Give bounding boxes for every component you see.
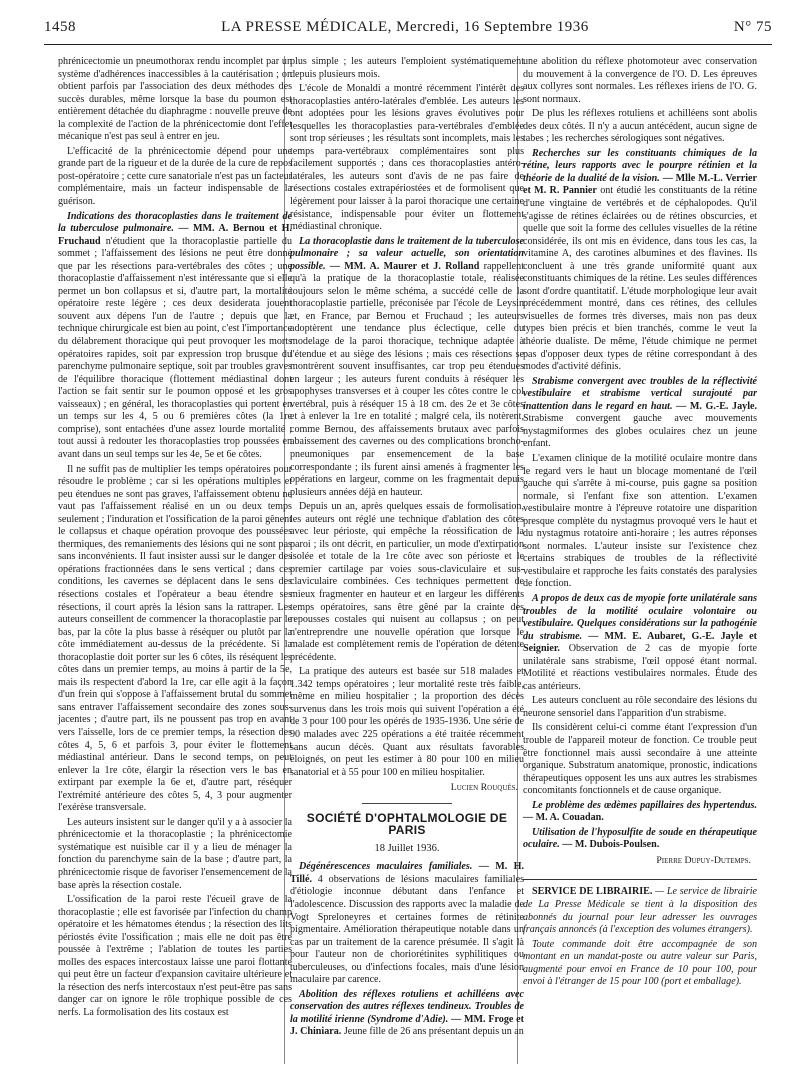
column-2 (290, 56, 524, 1041)
article-heading (523, 148, 757, 374)
library-notice (523, 879, 757, 988)
article-title: Abolition des réflexes rotuliens et achilléens avec conservation des autres réflexes tendineux. Troubles de la motilité irienne (Syndrome d'Adie). (290, 988, 524, 1025)
library-paragraph (523, 886, 757, 936)
library-heading: SERVICE DE LIBRAIRIE. (532, 886, 653, 898)
paragraph: L'efficacité de la phrénicectomie dépend pour une grande part de la rigueur et de la durée de la cure de repos post-opératoire ; cette cure sanatoriale n'est pas un facteur complémentaire, mais un facteur indispensable de la guérison. (58, 145, 292, 208)
article-authors: — MM. A. Bernou et H. Fruchaud (58, 223, 293, 247)
society-date: 18 Juillet 1936. (374, 842, 440, 854)
society-title: SOCIÉTÉ D'OPHTALMOLOGIE DE PARIS (306, 810, 508, 838)
article-authors: — M. A. Couadan. (523, 812, 604, 824)
article-body: rappellent qu'à la pratique de la thoracoplastie totale, réalisée toujours selon le même schéma, a succédé celle de la thoracoplastie partielle, préconisée par l'école de Leysin et, en France, par Bernou et Fruchaud ; les auteurs adoptèrent une tendance plus éclectique, celle du modelage de la paroi thoracique, technique adaptée à l'étendue et au siège des lésions ; mais ces résections se montrèrent souvent insuffisantes, car trop peu étendues en largeur ; les auteurs furent conduits à réséquer les apophyses transverses et à couper les côtes contre le col vertébral, puis à réséquer 15 à 18 cm. des 2e et 3e côtes et à enlever la 1re en totalité ; malgré cela, ils notèrent, comme Bernou, des affaissements brutaux avec parfois abaissement des cavernes ou des complications broncho-pneumoniques par ensemencement de la base correspondante ; ils furent ainsi amenés à fragmenter les opérations en largeur, comme on les fragmentait depuis plusieurs années déjà en hauteur. (290, 260, 524, 498)
library-paragraph: Toute commande doit être accompagnée de son montant en un mandat-poste ou autre valeur sur Paris, augmenté pour envoi en France de 10 pour 100, pour envoi à l'étranger de 15 pour 100 (port et emballage). (523, 938, 757, 988)
article-body: Observation de 2 cas de myopie forte unilatérale sans strabisme, l'œil opposé étant normal. Motilité et réactions vestibulaires normales. Étude des cas antérieurs. (523, 643, 757, 692)
paragraph: Depuis un an, après quelques essais de formolisation, les auteurs ont réglé une technique d'ablation des côtes avec leur périoste, qui empêche la réossification de la paroi ; ils ont décrit, en particulier, un mode d'extirpation isolée et totale de la 1re côte avec son périoste et le premier cartilage par voies sous-claviculaire et sus-claviculaire combinées. Ces techniques permettent de mieux fragmenter en hauteur et en largeur les différents temps opératoires, sans être gêné par la crainte des repousses costales qui nuisent au collapsus ; on peut n'entreprendre une nouvelle opération que lorsque le malade est complètement remis de l'opération de détente précédente. (290, 501, 524, 663)
paragraph: une abolition du réflexe photomoteur avec conservation du mouvement à la convergence de l'O. D. Les épreuves aux collyres sont normales. Les réflexes iriens de l'O. G. sont normaux. (523, 56, 757, 105)
article-authors: — MM. E. Aubaret, G.-E. Jayle et Seignier. (523, 630, 757, 655)
column-3 (523, 56, 757, 991)
article-authors: — M. Dubois-Poulsen. (562, 839, 660, 851)
article-authors: — MM. Froge et J. Chiniara. (290, 1013, 524, 1038)
article-body: n'étudient que la thoracoplastie partielle du sommet ; l'affaissement des lésions ne peut être donné que par les résections para-vertébrales des côtes ; une thoracoplastie d'affaissement n'est intéressante que si elle permet un bon collapsus et si, d'autre part, la mortalité opératoire reste légère ; ces deux desiderata jouent souvent aux dépens l'un de l'autre ; depuis que la technique chirurgicale est bien au point, c'est l'importance du délabrement thoracique qui peut provoquer les morts opératoires rapides, soit par expression trop brusque du parenchyme pulmonaire septique, soit par troubles graves de l'équilibre thoracique (flottement médiastinal dont l'action se fait sentir sur le poumon opposé et les gros vaisseaux) ; en général, les thoracoplasties qui portent en un temps sur les 4, 5 ou 6 premières côtes (la 1re comprise), sont entachées d'une assez lourde mortalité ; tout aussi à redouter les thoracoplasties trop poussées en avant dans un seul temps sur les 4e, 5e et 6e côtes. (58, 235, 292, 460)
page-number: 1458 (44, 18, 76, 35)
paragraph: La pratique des auteurs est basée sur 518 malades et 1.342 temps opératoires ; leur mortalité reste très faible, même en milieu hospitalier ; la proportion des décès survenus dans les trois mois qui suivent l'opération a été de 3 pour 100 pour les opérés de 1935-1936. Une série de 90 malades avec 225 opérations a été traitée récemment sans aucun décès. Quant aux résultats favorables éloignés, on peut les estimer à 80 pour 100 en milieu sanatorial et à 55 pour 100 en milieu hospitalier. (290, 666, 524, 778)
section-separator (362, 803, 452, 804)
article-heading (523, 827, 757, 852)
paragraph: L'examen clinique de la motilité oculaire montre dans le regard vers le haut un blocage momentané de l'œil gauche qui s'arrête à mi-course, puis gagne sa position normale, si l'enfant fixe son attention. L'examen vestibulaire montre à l'épreuve rotatoire une disparition presque complète du nystagmus provoqué vers le haut et du nystagmus rotatoire anti-horaire ; les autres réponses sont normales. L'auteur insiste sur l'existence chez certains strabiques de troubles de la réflectivité vestibulaire et rapproche les faits constatés des paralysies de fonction. (523, 452, 757, 590)
issue-number: N° 75 (733, 18, 772, 35)
paragraph: plus simple ; les auteurs l'emploient systématiquement depuis plusieurs mois. (290, 56, 524, 80)
paragraph: Il ne suffit pas de multiplier les temps opératoires pour résoudre le problème ; car si les opérations multiples et peu étendues ne sont pas graves, l'affaissement obtenu ne vaut pas l'affaissement réalisé en un ou deux temps seulement ; l'induration et l'ossification de la paroi gênent le collapsus et chaque opération provoque des poussées thermiques, des remaniements des lésions qui ne sont pas sans inconvénients. Il faut insister aussi sur le danger des opérations fractionnées dans le sens vertical ; dans ces conditions, les cavernes se déplacent dans le sens des résections costales et l'opérateur a beau étendre ses résections, il court après la lésion sans la rattraper. Les auteurs conseillent de commencer la thoracoplastie par le bas, par la côte la plus basse à réséquer ou plutôt par la côte immédiatement au-dessus de la précédente. Si la thoracoplastie doit porter sur les 6 côtes, ils réséquent les côtes dans un premier temps, au moins à partir de la 5e, mais ils respectent d'abord la 1re, car elle agit à la façon d'un frein qui s'oppose à l'affaissement brutal du sommet sans entraver l'affaissement secondaire des zones sous-jacentes ; d'autre part, ils ne poussent pas trop en avant vers l'aisselle, lors de ce premier temps, la résection des côtes 4, 5, 6 et parfois 3, pour éviter le flottement médiastinal antérieur. Dans le second temps, on peut enlever la 1re côte, élargir la résection vers le bas en extirpant par exemple la 6e et, d'autre part, réséquer l'extrémité antérieure des côtes 5, 4, 3 pour augmenter l'exérèse transversale. (58, 463, 292, 814)
article-heading (290, 861, 524, 986)
author-signature: Pierre Dupuy-Dutemps. (656, 854, 751, 866)
article-title: La thoracoplastie dans le traitement de la tuberculose pulmonaire ; sa valeur actuelle, son orientation possible. (290, 235, 524, 272)
paragraph: Les auteurs insistent sur le danger qu'il y a à associer la phrénicectomie et la thoracoplastie ; la phrénicectomie systématique est nuisible car il y a lieu de ménager la fonction du parenchyme sain de la base ; d'autre part, la phrénicectomie risque de favoriser l'ensemencement de la base après la résection costale. (58, 816, 292, 891)
paragraph: De plus les réflexes rotuliens et achilléens sont abolis des deux côtés. Il n'y a aucun antécédent, aucun signe de tabes ; les recherches sérologiques sont négatives. (523, 108, 757, 145)
article-title: Le problème des œdèmes papillaires des hypertendus. (532, 799, 757, 811)
library-text: — Le service de librairie de La Presse Médicale se tient à la disposition des abonnés du journal pour leur adresser les ouvrages français annoncés (à l'exception des volumes étrangers). (523, 886, 757, 936)
article-title: Utilisation de l'hyposulfite de soude en thérapeutique oculaire. (523, 826, 757, 851)
author-signature: Lucien Rouquès. (450, 782, 518, 794)
article-body: 4 observations de lésions maculaires familiales d'étiologie inconnue débutant dans l'enfance et l'adolescence. Discussion des rapports avec la maladie de Vogt Spreloneyres et certaines formes de rétinite pigmentaire. Amélioration thérapeutique notable dans un cas par un traitement de la carence présumée. Il s'agit là pour l'auteur non de choriorétinites syphilitiques ou tuberculeuses, ou d'infections focales, mais d'une lésion maculaire par carence. (290, 873, 524, 986)
article-authors: — MM. A. Maurer et J. Rolland (329, 260, 480, 272)
article-authors: — M. G.-E. Jayle. (676, 400, 757, 412)
article-body: Jeune fille de 26 ans présentant depuis un an (343, 1026, 524, 1038)
article-title: Indications des thoracoplasties dans le traitement de la tuberculose pulmonaire. (58, 210, 292, 235)
article-title: Recherches sur les constituants chimiques de la rétine, leurs rapports avec le pourpre rétinien et la théorie de la dualité de la vision. (523, 147, 757, 184)
article-authors: — Mlle M.-L. Verrier et M. R. Pannier (523, 172, 757, 197)
article-heading (523, 593, 757, 693)
paragraph: L'ossification de la paroi reste l'écueil grave de la thoracoplastie ; elle est favorisée par l'infection du champ opératoire et les hématomes étendus ; la résection des lits périostés évite l'ossification ; mais elle ne doit pas être poussée à l'extrême ; l'ablation de toutes les parties molles des espaces intercostaux laisse une paroi flottante qui peut être un facteur d'expansion cavitaire ultérieure et la résection des nerfs intercostaux n'est peut-être pas sans danger car on ignore le rôle trophique possible de ces nerfs. La formolisation des lits costaux est (58, 894, 292, 1019)
article-title: A propos de deux cas de myopie forte unilatérale sans troubles de la motilité oculaire volontaire ou vestibulaire. Quelques considérations sur la pathogénie du strabisme. (523, 592, 757, 642)
paragraph: Ils considèrent celui-ci comme étant l'expression d'un trouble de l'appareil moteur de fonction. Ce trouble peut être fonctionnel mais aussi secondaire à une atteinte organique. Substratum anatomique, pronostic, indications thérapeutiques opposent les uns aux autres les strabismes concomitants fonctionnels et de cause organique. (523, 722, 757, 797)
article-heading (290, 989, 524, 1039)
article-heading (58, 211, 292, 462)
article-title: Dégénérescences maculaires familiales. (299, 861, 473, 873)
article-body: ont étudié les constituants de la rétine d'une vingtaine de vertébrés et de céphalopodes. Qu'il s'agisse de rétines éclairées ou de rétines obscurcies, et quelle que soit la forme des cellules visuelles de la rétine considérée, ils ont mis en évidence, dans tous les cas, la vitamine A, des carotines albumines et des flavines. Ils concluent à une très grande uniformité quant aux constituants chimiques de la rétine. Les seules différences sont d'ordre quantitatif. L'étude morphologique leur avait précédemment montré, dans ces rétines, des cellules visuelles de formes très diverses, mais non pas deux types bien précis et bien tranchés, comme le veut la théorie dualiste. De même, l'étude chimique ne permet pas d'opposer deux types de rétine correspondant à des modes d'activité définis. (523, 185, 757, 373)
column-1 (58, 56, 292, 1022)
article-body: Strabisme convergent gauche avec mouvements nystagmiformes des globes oculaires chez un jeune enfant. (523, 413, 757, 450)
paragraph: L'école de Monaldi a montré récemment l'intérêt des thoracoplasties antéro-latérales d'emblée. Les auteurs les ont adoptées pour les lésions graves évolutives pour lesquelles les thoracoplasties para-vertébrales d'emblée sont trop sérieuses ; les résultats sont incomplets, mais les temps para-vertébraux complémentaires sont plus facilement supportés ; dans ces thoracoplasties antéro-latérales, les auteurs sont d'avis de ne pas faire de résections costales extrapériostées et de formolisent que légèrement pour laisser à la paroi thoracique une certaine résistance, indispensable pour éviter un flottement médiastinal chronique. (290, 83, 524, 233)
header-rule (44, 44, 772, 45)
paragraph: Les auteurs concluent au rôle secondaire des lésions du neurone sensoriel dans l'apparition d'un strabisme. (523, 695, 757, 719)
article-heading (523, 376, 757, 451)
page-header (44, 14, 772, 40)
article-title: Strabisme convergent avec troubles de la réflectivité vestibulaire et strabisme vertical surajouté par inattention dans le regard en haut. (523, 375, 757, 412)
journal-title: LA PRESSE MÉDICALE, Mercredi, 16 Septembre 1936 (221, 18, 589, 35)
article-authors: — M. H. Tillé. (290, 861, 524, 885)
article-heading (290, 236, 524, 499)
paragraph: phrénicectomie un pneumothorax rendu incomplet par un système d'adhérences inaccessibles à la cautérisation ; on obtient parfois par l'association des deux méthodes des succès durables, même lorsque la base du poumon est entièrement détachée du diaphragme : nouvelle preuve de la complexité de l'action de la phrénicectomie dont l'effet mécanique n'est pas seul à entrer en jeu. (58, 56, 292, 143)
article-heading (523, 800, 757, 825)
